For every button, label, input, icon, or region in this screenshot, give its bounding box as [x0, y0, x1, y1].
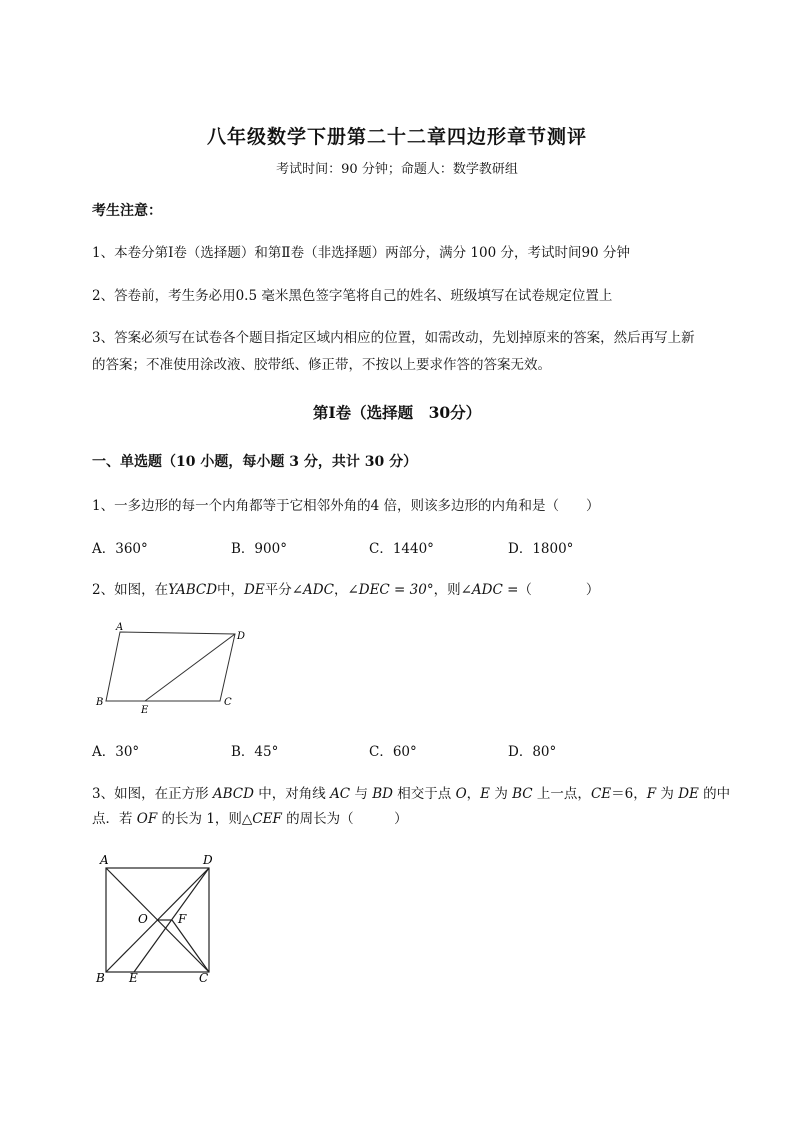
page-title: 八年级数学下册第二十二章四边形章节测评 — [206, 126, 587, 148]
question-1-option-b: B．900° — [231, 541, 287, 557]
question-3-stem-line-2: 点．若 OF 的长为 1，则△CEF 的周长为（ ） — [92, 811, 408, 827]
notice-item-1: 1、本卷分第Ⅰ卷（选择题）和第Ⅱ卷（非选择题）两部分，满分 100 分，考试时间90 分钟 — [92, 245, 630, 261]
question-1-option-c: C．1440° — [369, 541, 434, 557]
question-1-stem: 1、一多边形的每一个内角都等于它相邻外角的4 倍，则该多边形的内角和是（ ） — [92, 498, 600, 514]
question-2-option-d: D．80° — [508, 744, 557, 760]
label-e: E — [129, 971, 138, 985]
parallelogram-figure — [90, 620, 260, 716]
notice-item-3-continued: 的答案；不准使用涂改液、胶带纸、修正带，不按以上要求作答的答案无效。 — [92, 357, 551, 373]
question-2-option-b: B．45° — [231, 744, 279, 760]
question-3-stem-line-1: 3、如图，在正方形 ABCD 中，对角线 AC 与 BD 相交于点 O，E 为 BC 上一点，CE＝6，F 为 DE 的中 — [92, 786, 731, 802]
question-1-option-d: D．1800° — [508, 541, 574, 557]
label-b: B — [96, 971, 105, 985]
exam-info: 考试时间：90 分钟；命题人：数学教研组 — [276, 162, 518, 177]
label-a: A — [116, 622, 124, 633]
notice-item-3: 3、答案必须写在试卷各个题目指定区域内相应的位置，如需改动，先划掉原来的答案，然后再写上新 — [92, 330, 695, 346]
label-e: E — [141, 705, 149, 716]
question-1-option-a: A．360° — [92, 541, 148, 557]
label-o: O — [138, 912, 148, 926]
notice-item-2: 2、答卷前，考生务必用0.5 毫米黑色签字笔将自己的姓名、班级填写在试卷规定位置上 — [92, 288, 613, 304]
label-d: D — [203, 853, 213, 867]
part-heading: 一、单选题（10 小题，每小题 3 分，共计 30 分） — [92, 454, 418, 470]
question-2-option-c: C．60° — [369, 744, 417, 760]
label-c: C — [224, 697, 232, 708]
segment-de — [145, 634, 235, 701]
square-figure — [92, 850, 222, 988]
label-b: B — [96, 697, 104, 708]
label-a: A — [100, 853, 109, 867]
parallelogram-abcd — [106, 632, 235, 701]
label-c: C — [199, 971, 209, 985]
segment-fc — [172, 920, 209, 972]
label-d: D — [237, 631, 246, 642]
label-f: F — [178, 912, 187, 926]
section-title: 第Ⅰ卷（选择题 30分） — [312, 403, 482, 422]
notice-heading: 考生注意： — [92, 203, 162, 219]
question-2-option-a: A．30° — [92, 744, 140, 760]
question-2-stem: 2、如图，在YABCD中，DE平分∠ADC，∠DEC = 30°，则∠ADC =（ ） — [92, 582, 600, 598]
